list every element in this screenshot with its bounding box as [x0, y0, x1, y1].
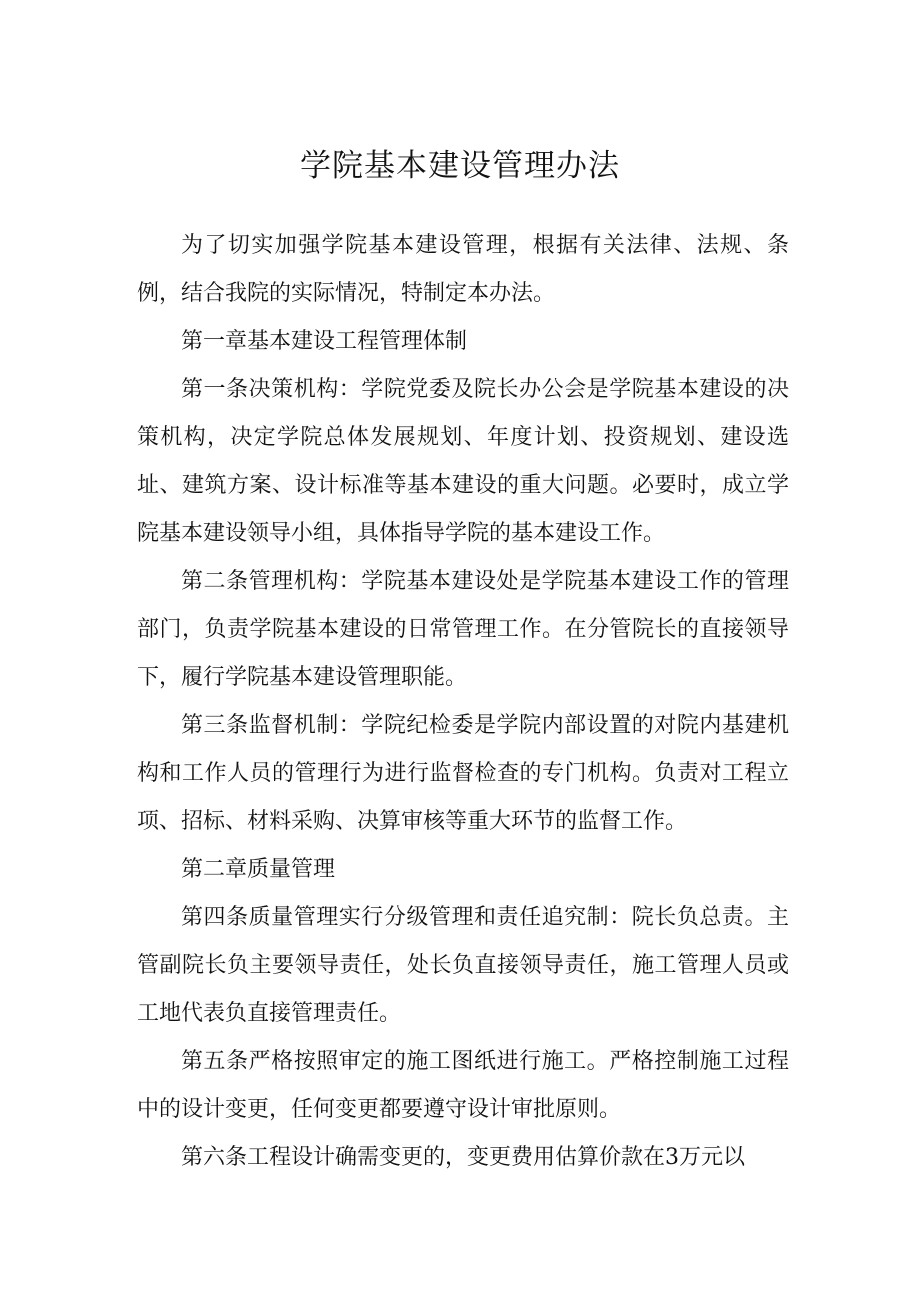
chapter-heading: 第二章质量管理	[181, 857, 336, 882]
intro-paragraph: 为了切实加强学院基本建设管理，根据有关法律、法规、条例，结合我院的实际情况，特制定本办法。	[137, 233, 789, 306]
article-paragraph: 第四条质量管理实行分级管理和责任追究制：院长负总责。主管副院长负主要领导责任，处长负直接领导责任，施工管理人员或工地代表负直接管理责任。	[137, 905, 789, 1026]
chapter-heading: 第一章基本建设工程管理体制	[181, 329, 468, 354]
article-paragraph: 第六条工程设计确需变更的，变更费用估算价款在3万元以	[181, 1145, 745, 1170]
article-paragraph: 第一条决策机构：学院党委及院长办公会是学院基本建设的决策机构，决定学院总体发展规划、年度计划、投资规划、建设选址、建筑方案、设计标准等基本建设的重大问题。必要时，成立学院基本建设领导小组，具体指导学院的基本建设工作。	[137, 377, 789, 546]
article-paragraph: 第五条严格按照审定的施工图纸进行施工。严格控制施工过程中的设计变更，任何变更都要遵守设计审批原则。	[137, 1049, 789, 1122]
article-paragraph: 第三条监督机制：学院纪检委是学院内部设置的对院内基建机构和工作人员的管理行为进行监督检查的专门机构。负责对工程立项、招标、材料采购、决算审核等重大环节的监督工作。	[137, 713, 789, 834]
document-body	[137, 222, 789, 1182]
document-title: 学院基本建设管理办法	[300, 148, 620, 184]
article-paragraph: 第二条管理机构：学院基本建设处是学院基本建设工作的管理部门，负责学院基本建设的日常管理工作。在分管院长的直接领导下，履行学院基本建设管理职能。	[137, 569, 789, 690]
